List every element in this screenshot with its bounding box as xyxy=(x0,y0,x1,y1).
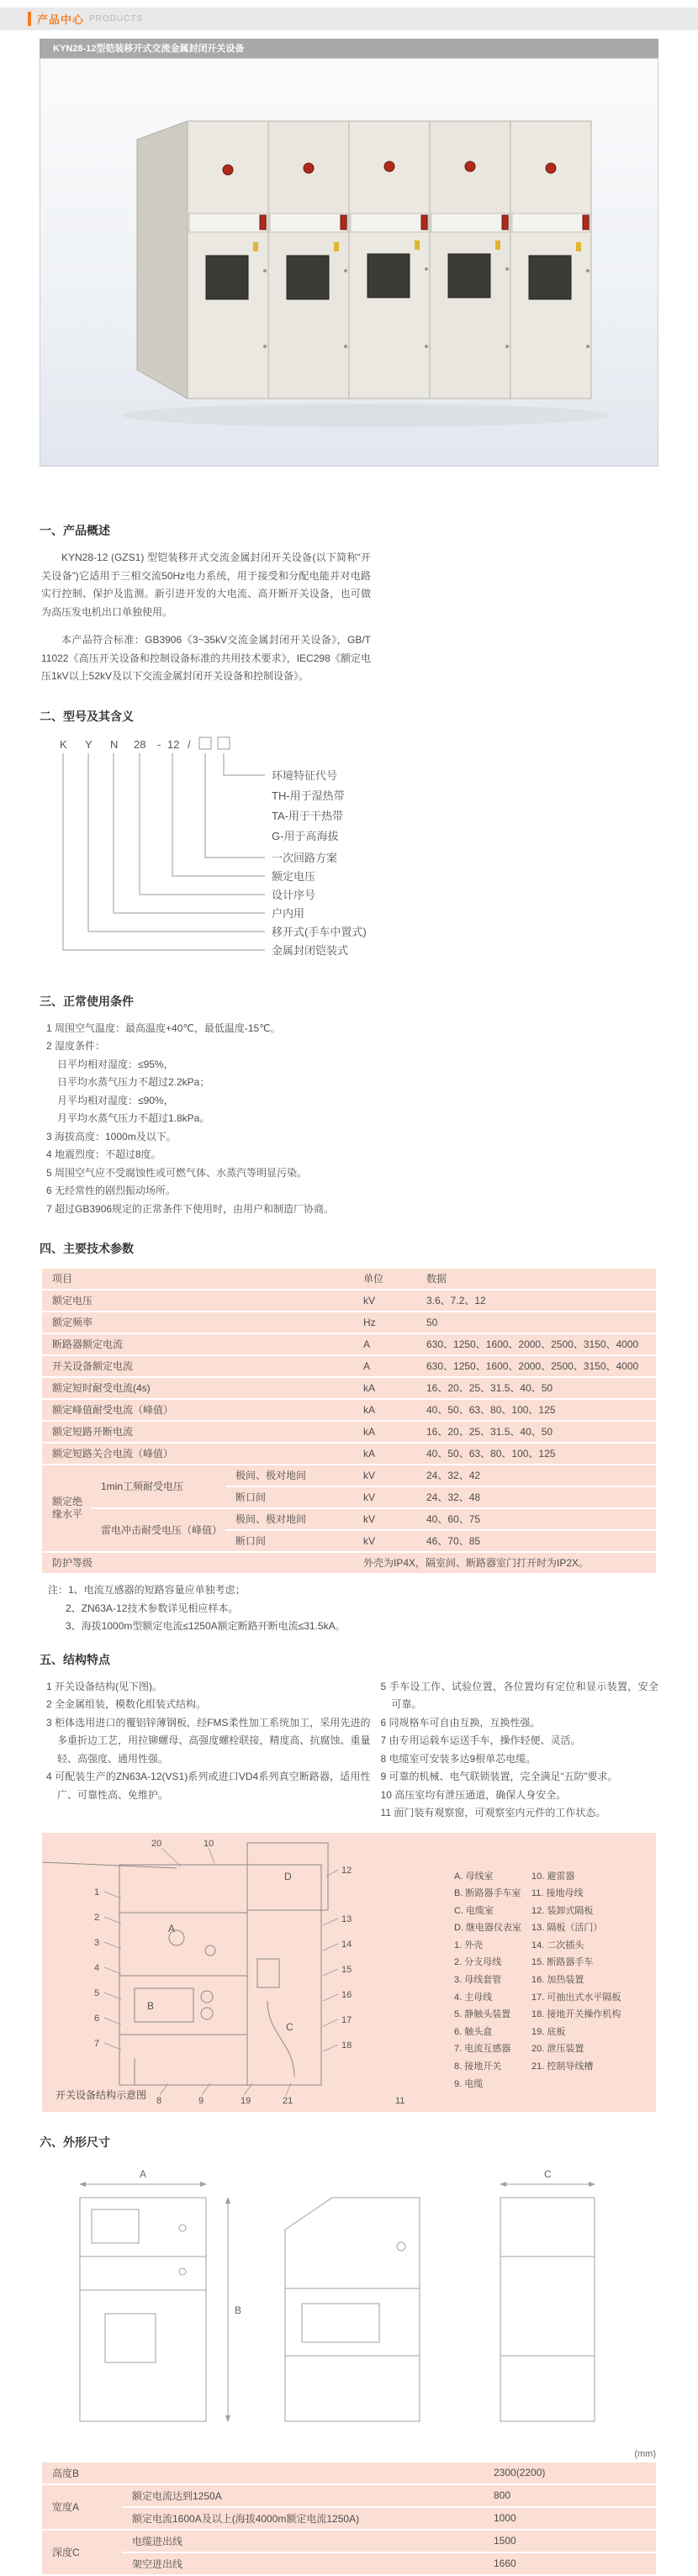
dim-label-b: B xyxy=(235,2304,242,2316)
condition-item: 2 湿度条件： xyxy=(46,1040,106,1052)
model-char: K xyxy=(60,737,67,751)
model-char: / xyxy=(188,737,191,751)
callout-13: 13 xyxy=(341,1914,352,1924)
callout-11: 11 xyxy=(395,2095,405,2106)
insulation-sub1-label: 1min工频耐受电压 xyxy=(91,1465,225,1507)
model-char: - xyxy=(157,737,161,751)
unit-note: (mm) xyxy=(634,2448,656,2459)
legend-item: 12. 装卸式隔板 xyxy=(531,1905,594,1916)
products-header xyxy=(0,8,698,30)
callout-7: 7 xyxy=(94,2038,100,2049)
condition-item: 6 无经常性的剧烈振动场所。 xyxy=(46,1185,177,1196)
legend-item: 4. 主母线 xyxy=(454,1992,493,2003)
callout-17: 17 xyxy=(341,2014,352,2025)
conditions-list xyxy=(46,1020,376,1219)
condition-subitem: 日平均水蒸气压力不超过2.2kPa； xyxy=(57,1076,210,1088)
model-label: 金属封闭铠装式 xyxy=(272,943,349,957)
table-row: 额定峰值耐受电流（峰值） kA 40、50、63、80、100、125 xyxy=(42,1400,656,1420)
callout-4: 4 xyxy=(94,1962,100,1973)
model-designation-diagram xyxy=(40,733,658,973)
table-row: 深度C 电缆进出线 1500 xyxy=(42,2531,656,2552)
model-label: 一次回路方案 xyxy=(272,851,338,864)
legend-item: B. 断路器手车室 xyxy=(454,1888,521,1899)
parameters-table xyxy=(42,1267,656,1575)
room-label-a: A xyxy=(168,1922,176,1935)
legend-item: 17. 可抽出式水平隔板 xyxy=(531,1992,621,2003)
callout-9: 9 xyxy=(198,2095,204,2106)
table-row: 额定短路开断电流 kA 16、20、25、31.5、40、50 xyxy=(42,1422,656,1442)
outline-drawings xyxy=(40,2162,658,2444)
section-heading-conditions: 三、正常使用条件 xyxy=(40,994,134,1008)
table-row: 额定绝缘水平 1min工频耐受电压 极间、极对地间 kV 24、32、42 xyxy=(42,1465,656,1486)
table-row: 断路器额定电流 A 630、1250、1600、2000、2500、3150、4000 xyxy=(42,1334,656,1354)
callout-21: 21 xyxy=(283,2095,293,2106)
legend-item: 7. 电流互感器 xyxy=(454,2044,511,2055)
legend-item: D. 继电器仪表室 xyxy=(454,1923,522,1934)
product-title-bar: KYN28-12型铠装移开式交流金属封闭开关设备 xyxy=(40,39,658,58)
model-char: Y xyxy=(85,737,93,751)
callout-6: 6 xyxy=(94,2013,100,2024)
callout-3: 3 xyxy=(94,1937,100,1948)
feature-item: 8 电缆室可安装多达9根单芯电缆。 xyxy=(380,1752,537,1765)
structure-features xyxy=(46,1678,658,1823)
section-heading-parameters: 四、主要技术参数 xyxy=(40,1242,134,1255)
legend-item: 11. 接地母线 xyxy=(531,1888,584,1899)
structure-diagram-panel xyxy=(42,1833,656,2112)
legend-item: 10. 避雷器 xyxy=(531,1871,575,1882)
condition-item: 4 地震烈度：不超过8度。 xyxy=(46,1148,161,1160)
model-label: 环境特征代号 xyxy=(272,768,338,782)
table-row: 雷电冲击耐受电压（峰值） 极间、极对地间 kV 40、60、75 xyxy=(42,1509,656,1529)
col-header: 单位 xyxy=(353,1269,416,1289)
model-label: TH-用于湿热带 xyxy=(272,789,345,802)
switchgear-photo xyxy=(63,77,635,447)
feature-item: 7 由专用运载车运送手车，操作轻便、灵活。 xyxy=(380,1734,581,1746)
model-label: 额定电压 xyxy=(272,869,316,883)
diagram-legend-col1 xyxy=(454,1868,521,2093)
dimension-drawings xyxy=(40,2162,658,2440)
condition-subitem: 日平均相对湿度：≤95%， xyxy=(57,1058,174,1070)
condition-item: 5 周围空气应不受腐蚀性或可燃气体、水蒸汽等明显污染。 xyxy=(46,1166,308,1179)
table-row: 防护等级 外壳为IP4X，隔室间、断路器室门打开时为IP2X。 xyxy=(42,1553,656,1573)
table-row: 宽度A 额定电流达到1250A 800 xyxy=(42,2485,656,2506)
overview-paragraph-1: KYN28-12 (GZS1) 型铠装移开式交流金属封闭开关设备(以下简称“开关设备”)它适用于三相交流50Hz电力系统，用于接受和分配电能并对电路实行控制、保护及监测。新引进开发的大电流、高开断开关设备，也可做为高压发电机出口单独使用。 xyxy=(41,552,371,618)
structure-cross-section-diagram xyxy=(42,1833,437,2110)
brand-label: 产品中心 xyxy=(37,13,85,26)
legend-item: 21. 控制导线槽 xyxy=(531,2061,594,2072)
legend-item: 1. 外壳 xyxy=(454,1940,484,1950)
feature-item: 6 同规格车可自由互换，互换性强。 xyxy=(380,1716,541,1729)
legend-item: 18. 接地开关操作机构 xyxy=(531,2009,621,2020)
condition-subitem: 月平均相对湿度：≤90%， xyxy=(57,1094,174,1106)
callout-8: 8 xyxy=(156,2095,162,2106)
legend-item: C. 电缆室 xyxy=(454,1905,494,1916)
callout-18: 18 xyxy=(341,2040,352,2051)
table-row: 额定电压 kV 3.6、7.2、12 xyxy=(42,1291,656,1311)
col-header: 数据 xyxy=(416,1269,656,1289)
model-label: 移开式(手车中置式) xyxy=(272,925,367,938)
legend-item: 8. 接地开关 xyxy=(454,2061,502,2072)
model-char: 12 xyxy=(167,737,180,751)
insulation-group-label: 额定绝缘水平 xyxy=(42,1465,91,1551)
legend-item: 9. 电缆 xyxy=(454,2078,484,2089)
feature-item: 2 全金属组装，模数化组装式结构。 xyxy=(46,1698,207,1710)
accent-bar xyxy=(28,12,31,26)
section-heading-structure: 五、结构特点 xyxy=(40,1652,110,1666)
model-label: G-用于高海拔 xyxy=(272,829,339,842)
parameter-notes xyxy=(48,1581,658,1636)
table-header-row xyxy=(42,1269,656,1289)
callout-16: 16 xyxy=(341,1989,352,2000)
model-char: 28 xyxy=(134,737,146,751)
legend-item: 13. 隔板（活门） xyxy=(531,1923,603,1934)
table-row: 额定电流1600A及以上(海拔4000m额定电流1250A) 1000 xyxy=(42,2508,656,2529)
feature-item: 3 柜体选用进口的覆铝锌薄钢板，经FMS柔性加工系统加工，采用先进的多重折边工艺，用拉铆螺母、高强度螺栓联接，精度高、抗腐蚀、重量轻、高强度、通用性强。 xyxy=(46,1716,371,1765)
diagram-caption: 开关设备结构示意图 xyxy=(56,2088,147,2101)
legend-item: 6. 触头盒 xyxy=(454,2026,493,2037)
legend-item: 19. 底板 xyxy=(531,2026,566,2037)
table-row: 断口间 kV 46、70、85 xyxy=(42,1531,656,1551)
model-label: 设计序号 xyxy=(272,888,316,901)
callout-20: 20 xyxy=(151,1838,162,1849)
product-photo-panel xyxy=(40,58,658,467)
feature-item: 4 可配装生产的ZN63A-12(VS1)系列或进口VD4系列真空断路器，适用性广、可靠性高、免维护。 xyxy=(46,1771,371,1801)
room-label-d: D xyxy=(284,1870,292,1882)
condition-item: 3 海拔高度：1000m及以下。 xyxy=(46,1130,177,1143)
dim-label-c: C xyxy=(544,2167,552,2180)
callout-14: 14 xyxy=(341,1939,352,1950)
condition-subitem: 月平均水蒸气压力不超过1.8kPa。 xyxy=(57,1112,210,1124)
overview-paragraph-2: 本产品符合标准：GB3906《3~35kV交流金属封闭开关设备》，GB/T 11022《高压开关设备和控制设备标准的共用技术要求》，IEC298《额定电压1kV以上52kV及以下交流金属封闭开关设备和控制设备》。 xyxy=(41,634,371,682)
condition-item: 1 周围空气温度：最高温度+40℃，最低温度-15℃。 xyxy=(46,1021,281,1034)
legend-item: 3. 母线套管 xyxy=(454,1975,502,1986)
feature-item: 10 高压室均有泄压通道，确保人身安全。 xyxy=(380,1788,567,1801)
feature-item: 9 可靠的机械、电气联锁装置，完全满足“五防”要求。 xyxy=(380,1771,618,1782)
model-label: TA-用于干热带 xyxy=(272,809,343,822)
note-line: 2、ZN63A-12技术参数详见相应样本。 xyxy=(66,1602,239,1614)
dimensions-table xyxy=(42,2461,656,2576)
room-label-c: C xyxy=(286,2020,293,2033)
legend-item: 14. 二次插头 xyxy=(531,1940,584,1950)
legend-item: 20. 泄压装置 xyxy=(531,2044,584,2055)
model-char: N xyxy=(110,737,119,751)
condition-item: 7 超过GB3906规定的正常条件下使用时，由用户和制造厂协商。 xyxy=(46,1202,335,1215)
legend-item: A. 母线室 xyxy=(454,1871,494,1882)
legend-item: 2. 分支母线 xyxy=(454,1957,502,1968)
feature-item: 1 开关设备结构(见下图)。 xyxy=(46,1680,163,1692)
table-row: 架空进出线 1660 xyxy=(42,2553,656,2574)
table-row: 额定短路关合电流（峰值） kA 40、50、63、80、100、125 xyxy=(42,1444,656,1464)
table-row: 额定频率 Hz 50 xyxy=(42,1312,656,1333)
page-content xyxy=(40,39,658,2576)
callout-1: 1 xyxy=(94,1887,100,1898)
model-label: 户内用 xyxy=(272,906,305,920)
callout-5: 5 xyxy=(94,1987,100,1998)
insulation-sub2-label: 雷电冲击耐受电压（峰值） xyxy=(91,1509,225,1551)
table-row: 开关设备额定电流 A 630、1250、1600、2000、2500、3150、4000 xyxy=(42,1356,656,1376)
table-row: 高度B 2300(2200) xyxy=(42,2463,656,2484)
legend-item: 15. 断路器手车 xyxy=(531,1957,594,1968)
callout-2: 2 xyxy=(94,1912,100,1923)
section-heading-dimensions: 六、外形尺寸 xyxy=(40,2135,110,2149)
note-line: 注：1、电流互感器的短路容量应单独考虑； xyxy=(48,1584,246,1596)
brand-label-en: PRODUCTS xyxy=(89,14,144,24)
legend-item: 16. 加热装置 xyxy=(531,1975,584,1986)
top-strip xyxy=(0,0,698,8)
callout-15: 15 xyxy=(341,1964,352,1975)
callout-19: 19 xyxy=(241,2095,251,2106)
dim-label-a: A xyxy=(140,2167,147,2180)
section-heading-model: 二、型号及其含义 xyxy=(40,709,134,723)
section-heading-overview: 一、产品概述 xyxy=(40,524,110,537)
table-row: 断口间 kV 24、32、48 xyxy=(42,1487,656,1507)
feature-item: 11 面门装有观察窗，可观察室内元件的工作状态。 xyxy=(380,1807,606,1819)
diagram-legend-col2 xyxy=(531,1868,621,2076)
callout-12: 12 xyxy=(341,1865,352,1876)
col-header: 项目 xyxy=(42,1269,353,1289)
legend-item: 5. 静触头装置 xyxy=(454,2009,511,2020)
table-row: 额定短时耐受电流(4s) kA 16、20、25、31.5、40、50 xyxy=(42,1378,656,1398)
feature-item: 5 手车设工作、试验位置，各位置均有定位和显示装置，安全可靠。 xyxy=(380,1680,658,1710)
room-label-b: B xyxy=(147,1999,155,2012)
callout-10: 10 xyxy=(204,1838,214,1849)
note-line: 3、海拔1000m型额定电流≤1250A额定断路开断电流≤31.5kA。 xyxy=(66,1620,346,1632)
